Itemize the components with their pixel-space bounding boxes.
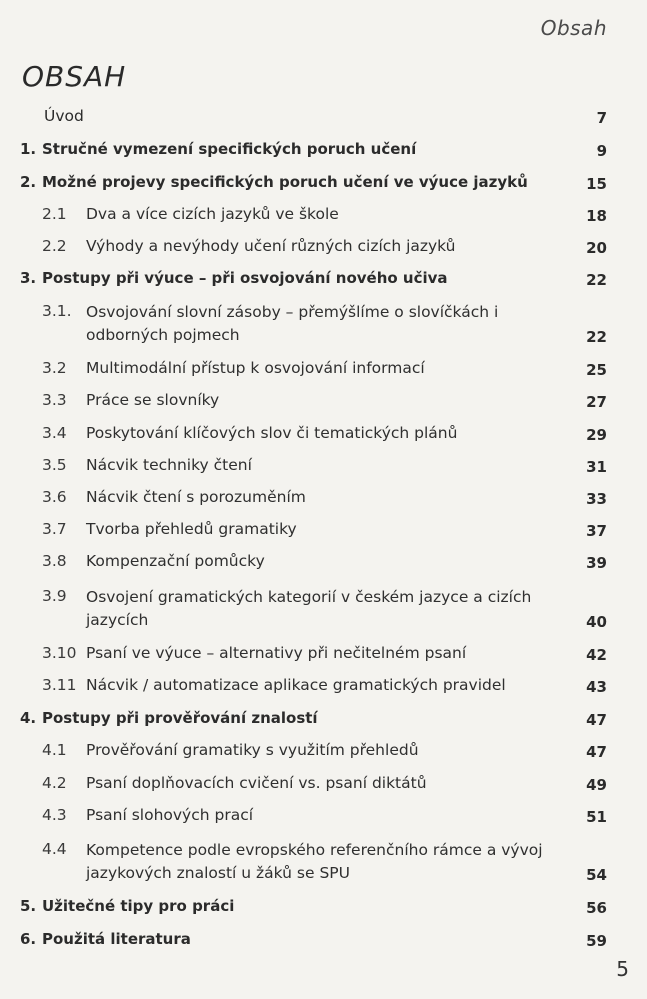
toc-entry-page: 40 [586,613,607,631]
toc-entry-page: 22 [586,271,607,289]
toc-entry-page: 22 [586,328,607,346]
toc-entry-page: 51 [586,808,607,826]
toc-entry-number: 2.1 [42,205,67,223]
toc-entry-title: Práce se slovníky [86,391,220,409]
toc-entry-title: Dva a více cizích jazyků ve škole [86,205,339,223]
toc-entry-number: 2. [20,173,37,191]
toc-entry-number: 4.3 [42,806,67,824]
toc-entry-number: 4.2 [42,774,67,792]
toc-entry-title: Psaní doplňovacích cvičení vs. psaní diktátů [86,774,427,792]
toc-entry-title: Nácvik čtení s porozuměním [86,488,306,506]
toc-entry-number: 3.11 [42,676,77,694]
toc-entry-page: 59 [586,932,607,950]
page-number: 5 [616,957,629,981]
toc-entry-page: 54 [586,866,607,884]
toc-entry-title: Úvod [44,107,84,125]
toc-entry-page: 7 [596,109,607,127]
toc-entry-number: 5. [20,897,37,915]
toc-entry-number: 6. [20,930,37,948]
toc-entry-title: Nácvik techniky čtení [86,456,252,474]
toc-entry-title: Výhody a nevýhody učení různých cizích jazyků [86,237,456,255]
toc-entry-title: Stručné vymezení specifických poruch učení [42,140,417,158]
toc-entry-title: Užitečné tipy pro práci [42,897,235,915]
toc-entry-title: Postupy při prověřování znalostí [42,709,318,727]
toc-entry-page: 18 [586,207,607,225]
toc-entry-title: Multimodální přístup k osvojování informací [86,359,425,377]
toc-entry-number: 4.1 [42,741,67,759]
toc-entry-title: Osvojování slovní zásoby – přemýšlíme o slovíčkách i odborných pojmech [86,303,499,344]
running-header: Obsah [540,16,607,40]
toc-entry-page: 31 [586,458,607,476]
toc-entry-number: 1. [20,140,37,158]
toc-entry-number: 3.4 [42,424,67,442]
toc-entry-page: 49 [586,776,607,794]
toc-entry-title: Psaní ve výuce – alternativy při nečitelném psaní [86,644,467,662]
toc-entry-number: 3.1. [42,302,72,320]
toc-entry-page: 29 [586,426,607,444]
toc-entry-page: 25 [586,361,607,379]
toc-entry-title: Prověřování gramatiky s využitím přehledů [86,741,419,759]
toc-entry-number: 3.2 [42,359,67,377]
toc-entry-title: Postupy při výuce – při osvojování nového učiva [42,269,448,287]
toc-entry-number: 3.6 [42,488,67,506]
toc-entry-page: 39 [586,554,607,572]
toc-entry-number: 3.9 [42,587,67,605]
toc-entry-title: Osvojení gramatických kategorií v českém jazyce a cizích jazycích [86,588,532,629]
toc-entry-page: 56 [586,899,607,917]
toc-entry-title: Použitá literatura [42,930,191,948]
toc-entry-title: Kompenzační pomůcky [86,552,265,570]
toc-entry-number: 3. [20,269,37,287]
toc-entry-number: 3.3 [42,391,67,409]
toc-entry-number: 3.7 [42,520,67,538]
toc-title: OBSAH [22,60,127,93]
toc-entry-page: 43 [586,678,607,696]
toc-entry-page: 27 [586,393,607,411]
toc-entry-page: 47 [586,743,607,761]
toc-entry-title: Tvorba přehledů gramatiky [86,520,297,538]
toc-entry-page: 9 [596,142,607,160]
toc-entry-page: 47 [586,711,607,729]
toc-entry-number: 3.10 [42,644,77,662]
toc-entry-page: 15 [586,175,607,193]
toc-entry-page: 42 [586,646,607,664]
toc-entry-title: Kompetence podle evropského referenčního rámce a vývoj jazykových znalostí u žáků se SPU [86,841,543,882]
toc-entry-number: 4.4 [42,840,67,858]
toc-entry-page: 33 [586,490,607,508]
toc-entry-title: Psaní slohových prací [86,806,254,824]
toc-entry-title: Možné projevy specifických poruch učení ve výuce jazyků [42,173,528,191]
toc-entry-number: 2.2 [42,237,67,255]
toc-entry-page: 20 [586,239,607,257]
toc-entry-title: Nácvik / automatizace aplikace gramatických pravidel [86,676,506,694]
toc-entry-title: Poskytování klíčových slov či tematických plánů [86,424,458,442]
toc-entry-number: 3.5 [42,456,67,474]
toc-entry-number: 4. [20,709,37,727]
toc-entry-page: 37 [586,522,607,540]
toc-entry-number: 3.8 [42,552,67,570]
